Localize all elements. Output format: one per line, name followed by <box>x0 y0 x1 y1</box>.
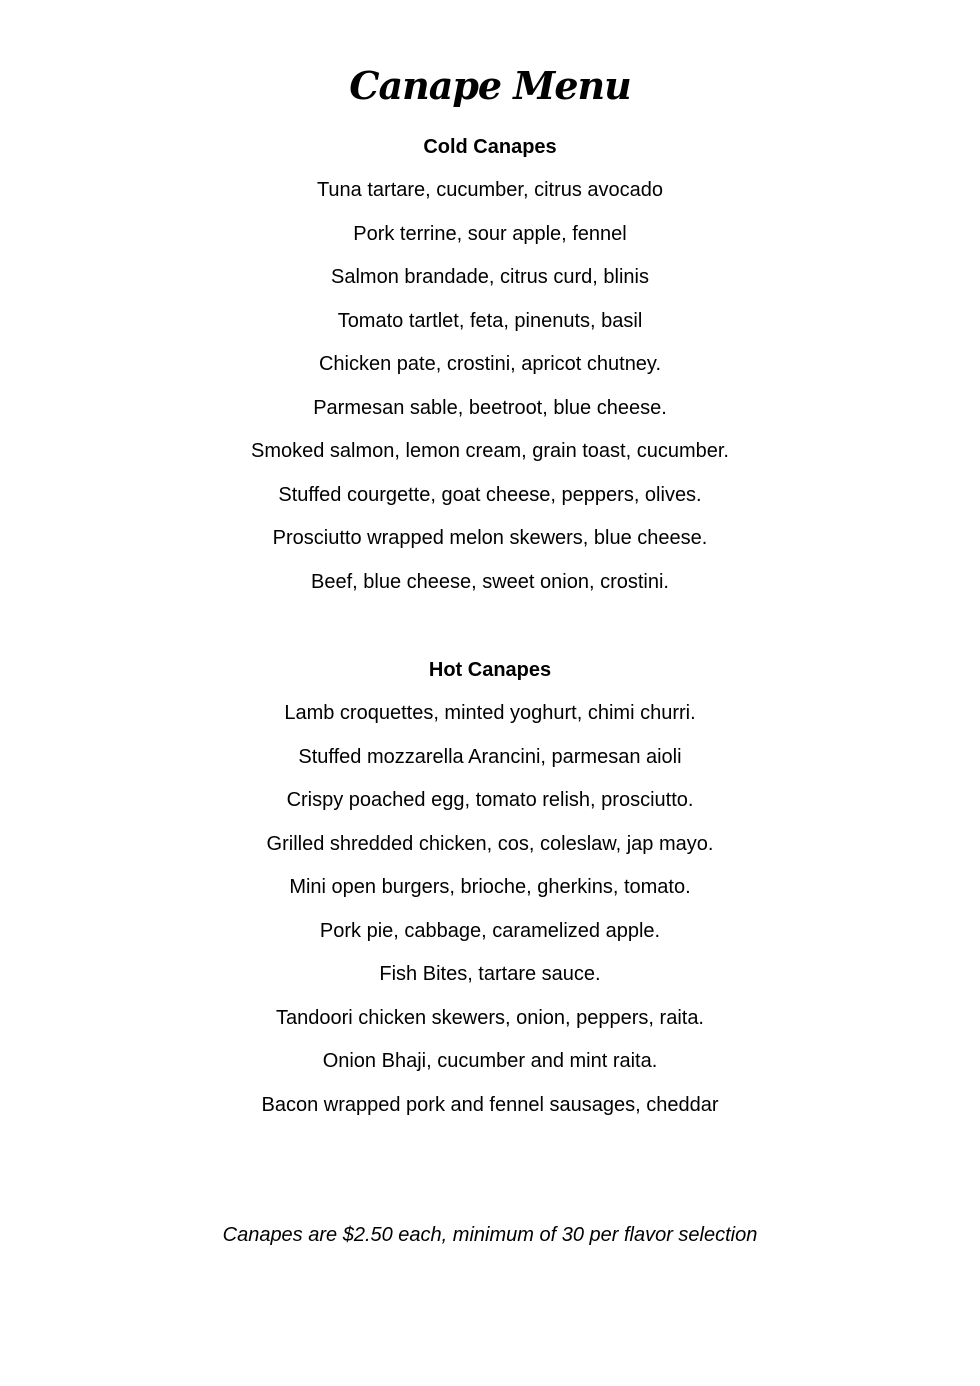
pricing-note: Canapes are $2.50 each, minimum of 30 per flavor selection <box>222 1224 758 1246</box>
list-item: Beef, blue cheese, sweet onion, crostini. <box>311 570 669 593</box>
list-item: Smoked salmon, lemon cream, grain toast, cucumber. <box>251 440 729 462</box>
list-item: Onion Bhaji, cucumber and mint raita. <box>322 1050 658 1072</box>
list-item: Grilled shredded chicken, cos, coleslaw, jap mayo. <box>266 832 714 855</box>
hot-canapes-list <box>0 699 980 1134</box>
list-item: Stuffed mozzarella Arancini, parmesan aioli <box>298 745 682 768</box>
list-item: Lamb croquettes, minted yoghurt, chimi churri. <box>284 702 696 724</box>
list-item: Prosciutto wrapped melon skewers, blue cheese. <box>272 527 708 549</box>
list-item: Pork terrine, sour apple, fennel <box>353 222 627 245</box>
list-item: Tandoori chicken skewers, onion, peppers, raita. <box>275 1006 704 1029</box>
list-item: Fish Bites, tartare sauce. <box>379 963 601 985</box>
list-item: Tuna tartare, cucumber, citrus avocado <box>316 179 664 201</box>
list-item: Bacon wrapped pork and fennel sausages, cheddar <box>261 1093 719 1116</box>
hot-canapes-heading: Hot Canapes <box>428 659 552 681</box>
list-item: Salmon brandade, citrus curd, blinis <box>331 266 649 288</box>
cold-canapes-list <box>0 176 980 611</box>
list-item: Crispy poached egg, tomato relish, prosciutto. <box>286 789 694 811</box>
list-item: Mini open burgers, brioche, gherkins, tomato. <box>289 876 691 898</box>
page-title: Canape Menu <box>349 63 631 108</box>
list-item: Parmesan sable, beetroot, blue cheese. <box>313 396 667 419</box>
cold-canapes-heading: Cold Canapes <box>423 136 557 158</box>
list-item: Stuffed courgette, goat cheese, peppers, olives. <box>278 483 702 506</box>
list-item: Pork pie, cabbage, caramelized apple. <box>319 919 661 942</box>
list-item: Tomato tartlet, feta, pinenuts, basil <box>337 309 643 332</box>
list-item: Chicken pate, crostini, apricot chutney. <box>318 353 662 375</box>
